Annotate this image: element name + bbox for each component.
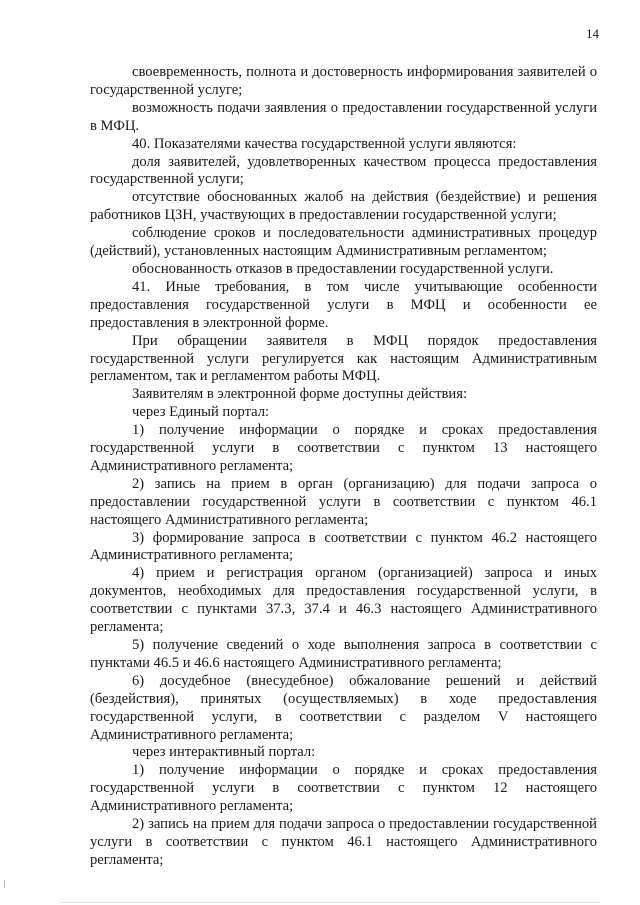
- paragraph: 1) получение информации о порядке и сроках предоставления государственной услуги в соответствии с пунктом 13 настоящего Административного регламента;: [90, 422, 597, 474]
- paragraph: Заявителям в электронной форме доступны действия:: [132, 386, 468, 403]
- paragraph: отсутствие обоснованных жалоб на действия (бездействие) и решения работников ЦЗН, участвующих в предоставлении государственной услуги;: [90, 189, 597, 224]
- paragraph: 2) запись на прием в орган (организацию) для подачи запроса о предоставлении государственной услуги в соответствии с пунктом 46.1 настоящего Административного регламента;: [90, 475, 597, 528]
- paragraph: через Единый портал:: [132, 404, 270, 421]
- paragraph: через интерактивный портал:: [132, 744, 316, 761]
- paragraph: соблюдение сроков и последовательности административных процедур (действий), установленных настоящим Административным регламентом;: [90, 225, 597, 260]
- paragraph: обоснованность отказов в предоставлении государственной услуги.: [132, 260, 554, 277]
- document-body: [90, 64, 597, 870]
- paragraph: 2) запись на прием для подачи запроса о предоставлении государственной услуги в соответствии с пунктом 46.1 настоящего Административного регламента;: [90, 816, 597, 868]
- paragraph: 6) досудебное (внесудебное) обжалование решений и действий (бездействия), принятых (осуществляемых) в ходе предоставления государственной услуги, в соответствии с разделом V настоящего Административного регламента;: [90, 672, 597, 743]
- scan-bottom-edge: [60, 902, 600, 903]
- paragraph: 4) прием и регистрация органом (организацией) запроса и иных документов, необходимых для предоставления государственной услуги, в соответствии с пунктами 37.3, 37.4 и 46.3 настоящего Административного регламента;: [90, 565, 597, 636]
- page-number: 14: [586, 26, 599, 41]
- paragraph: своевременность, полнота и достоверность информирования заявителей о государственной услуге;: [90, 64, 597, 98]
- paragraph: 5) получение сведений о ходе выполнения запроса в соответствии с пунктами 46.5 и 46.6 настоящего Административного регламента;: [90, 637, 597, 671]
- paragraph: возможность подачи заявления о предоставлении государственной услуги в МФЦ.: [90, 99, 597, 134]
- paragraph: 40. Показателями качества государственной услуги являются:: [132, 135, 517, 152]
- paragraph: 1) получение информации о порядке и сроках предоставления государственной услуги в соответствии с пунктом 12 настоящего Административного регламента;: [90, 762, 597, 815]
- paragraph: доля заявителей, удовлетворенных качеством процесса предоставления государственной услуги;: [90, 153, 597, 188]
- scan-edge-mark: [4, 880, 5, 888]
- paragraph: 3) формирование запроса в соответствии с пунктом 46.2 настоящего Административного регламента;: [90, 529, 597, 564]
- paragraph: При обращении заявителя в МФЦ порядок предоставления государственной услуги регулируется как настоящим Административным регламентом, так и регламентом работы МФЦ.: [90, 332, 597, 385]
- paragraph: 41. Иные требования, в том числе учитывающие особенности предоставления государственной услуги в МФЦ и особенности ее предоставления в электронной форме.: [90, 278, 597, 331]
